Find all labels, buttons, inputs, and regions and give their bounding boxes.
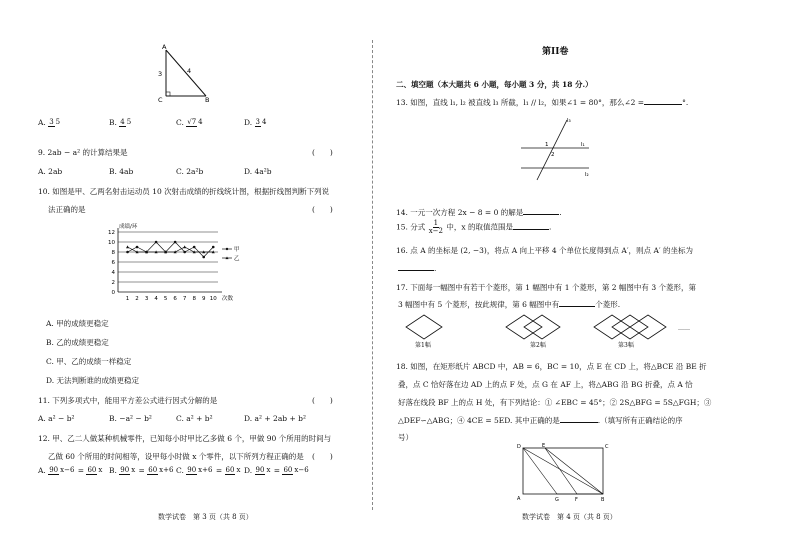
q18-stem-line1: 18. 如图，在矩形纸片 ABCD 中，AB = 6，BC = 10，点 E 在 CD 上，将△BCE 沿 BE 折 (396, 362, 707, 371)
label-l3: l₃ (567, 118, 571, 124)
q10-answer-paren[interactable]: ( ) (312, 205, 333, 214)
q12-options (38, 466, 314, 475)
q16-answer-blank[interactable] (398, 270, 434, 271)
y-tick-label: 12 (108, 230, 115, 236)
q12-option-b[interactable]: B. 90 x = 60 x+6 (109, 466, 174, 475)
q11-options (38, 414, 334, 423)
figure-ellipsis: …… (678, 325, 690, 332)
series-1-point (202, 256, 205, 259)
x-tick-label: 4 (154, 296, 158, 302)
x-tick-label: 9 (201, 296, 206, 302)
label-a: A (517, 496, 521, 502)
option-fraction: 3 5 (49, 118, 61, 126)
left-page-footer: 数学试卷 第 3 页（共 8 页） (158, 513, 253, 521)
vertex-label-c: C (158, 96, 163, 104)
q10-option-a[interactable]: A. 甲的成绩更稳定 (46, 319, 109, 328)
legend-marker-1 (226, 248, 228, 250)
q17-caption-1: 第1幅 (415, 342, 431, 349)
option-letter: C. (176, 118, 184, 127)
q12-stem-line1: 12. 甲、乙二人做某种机械零件，已知每小时甲比乙多做 6 个，甲做 90 个所用的时间与 (38, 434, 332, 443)
q18-stem-line2: 叠，点 C 恰好落在边 AD 上的点 F 处，点 G 在 AF 上，将△ABG 沿 BG 折叠，点 A 恰 (398, 380, 693, 389)
option-letter: A. (38, 118, 46, 127)
q13-stem: 13. 如图，直线 l₁, l₂ 被直线 l₃ 所截，l₁ // l₂，如果∠1 = 80°，那么∠2 = °. (396, 98, 689, 107)
y-axis-label: 成绩/环 (119, 224, 138, 230)
x-tick-label: 1 (125, 296, 130, 302)
label-d: D (517, 444, 521, 450)
q8-options (38, 118, 304, 127)
series-1-point (212, 246, 215, 249)
section-title: 第II卷 (542, 47, 569, 57)
q12-option-d[interactable]: D. 90 x = 60 x−6 (244, 466, 309, 475)
q17-caption-3: 第3幅 (618, 342, 634, 349)
y-tick-label: 6 (111, 260, 115, 266)
q11-option-b[interactable]: B. −a² − b² (109, 414, 152, 423)
option-letter: D. (244, 118, 253, 127)
q18-stem-line3: 好落在线段 BF 上的点 H 处，有下列结论：① ∠EBC = 45°；② 2S△BFG = 5S△FGH；③ (398, 398, 712, 407)
column-divider (372, 40, 373, 510)
q15-stem: 15. 分式 $\frac{1}{x-2}$ 中，x 的取值范围是 . (396, 219, 552, 235)
q9-option-a[interactable]: A. 2ab (38, 167, 63, 176)
series-2-point (126, 245, 129, 248)
q9-option-d[interactable]: D. 4a²b (244, 167, 272, 176)
segment-be (545, 448, 603, 494)
label-l2: l₂ (585, 172, 589, 178)
q11-stem: 11. 下列多项式中，能用平方差公式进行因式分解的是 (38, 396, 218, 405)
x-tick-label: 2 (135, 296, 139, 302)
q17-answer-blank[interactable] (559, 306, 595, 307)
label-c: C (605, 444, 609, 450)
q9-answer-paren[interactable]: ( ) (312, 148, 333, 157)
option-letter: B. (109, 118, 117, 127)
series-line-1 (128, 242, 214, 257)
series-1-point (174, 241, 177, 244)
label-f: F (575, 497, 578, 503)
q10-option-c[interactable]: C. 甲、乙的成绩一样稳定 (46, 357, 132, 366)
segment-ef (545, 448, 577, 494)
q15-answer-blank[interactable] (513, 229, 549, 230)
option-fraction: √7 4 (187, 118, 203, 126)
x-tick-label: 8 (192, 296, 196, 302)
series-2-point (183, 245, 186, 248)
q18-answer-blank[interactable] (560, 422, 598, 423)
q16-answer-line: . (398, 264, 436, 273)
series-1-point (136, 246, 139, 249)
right-page-footer: 数学试卷 第 4 页（共 8 页） (522, 513, 617, 521)
x-tick-label: 5 (163, 296, 168, 302)
q11-option-c[interactable]: C. a² + b² (176, 414, 213, 423)
q17-stem-line1: 17. 下面每一幅图中有若干个菱形，第 1 幅图中有 1 个菱形，第 2 幅图中有 3 个菱形，第 (396, 283, 696, 292)
q8-option-c[interactable] (176, 118, 244, 127)
q9-stem: 9. 2ab − a² 的计算结果是 (38, 148, 128, 157)
x-axis-label: 次数 (222, 296, 234, 302)
q10-line-chart (100, 222, 260, 307)
q12-option-a[interactable]: A. 90 x−6 = 60 x (38, 466, 103, 475)
y-tick-label: 4 (111, 270, 115, 276)
q10-stem-line1: 10. 如图是甲、乙两名射击运动员 10 次射击成绩的折线统计图，根据折线图判断下列说 (38, 187, 330, 196)
y-tick-label: 0 (111, 290, 115, 296)
q11-answer-paren[interactable]: ( ) (312, 396, 333, 405)
q11-option-d[interactable]: D. a² + 2ab + b² (244, 414, 306, 423)
q12-option-c[interactable]: C. 90 x+6 = 60 x (176, 466, 241, 475)
series-1-point (193, 246, 196, 249)
side-label-ab: 4 (187, 67, 192, 75)
angle-label-2: 2 (551, 152, 555, 158)
q18-stem-line5: 号） (398, 433, 413, 442)
q17-stem-line2: 3 幅图中有 5 个菱形，按此规律，第 6 幅图中有 个菱形. (398, 300, 621, 309)
label-b: B (601, 497, 605, 503)
triangle-side-ab (166, 50, 206, 96)
y-tick-label: 8 (111, 250, 115, 256)
rhombus-fig1 (406, 315, 442, 339)
x-tick-label: 6 (173, 296, 177, 302)
q9-option-b[interactable]: B. 4ab (109, 167, 134, 176)
vertex-label-a: A (162, 43, 167, 51)
option-fraction: 4 5 (120, 118, 132, 126)
segment-eg (523, 448, 557, 494)
q16-stem: 16. 点 A 的坐标是 (2, −3)，将点 A 向上平移 4 个单位长度得到点 A′，则点 A′ 的坐标为 (396, 246, 693, 255)
q18-stem-line4: △DEF∽△ABG；④ 4CE = 5ED. 其中正确的是 .（填写所有正确结论的序 (398, 416, 683, 425)
line-l3 (537, 120, 567, 180)
segment-diag (523, 448, 603, 494)
label-e: E (542, 443, 546, 449)
q8-triangle-figure (150, 42, 220, 104)
q8-option-a[interactable] (38, 118, 109, 127)
q9-option-c[interactable]: C. 2a²b (176, 167, 204, 176)
x-tick-label: 3 (144, 296, 149, 302)
q8-option-b[interactable] (109, 118, 176, 127)
q10-stem-line2: 法正确的是 (48, 205, 86, 214)
series-1-point (126, 251, 129, 254)
q8-option-d[interactable] (244, 118, 304, 127)
q11-option-a[interactable]: A. a² − b² (38, 414, 75, 423)
series-1-point (183, 251, 186, 254)
side-label-ac: 3 (158, 70, 163, 78)
series-1-point (155, 241, 158, 244)
vertex-label-b: B (205, 96, 210, 104)
y-tick-label: 2 (111, 280, 115, 286)
q13-parallel-lines-figure (515, 114, 595, 182)
label-g: G (555, 497, 559, 503)
legend-label-2: 乙 (234, 256, 240, 262)
q9-options (38, 167, 304, 176)
right-angle-mark (166, 92, 170, 96)
part-header: 二、填空题（本大题共 6 小题，每小题 3 分，共 18 分.） (396, 80, 593, 89)
q14-stem: 14. 一元一次方程 2x − 8 = 0 的解是 . (396, 208, 562, 217)
q12-answer-paren[interactable]: ( ) (312, 452, 333, 461)
x-tick-label: 10 (209, 296, 217, 302)
q17-caption-2: 第2幅 (530, 342, 546, 349)
q18-rectangle-figure (515, 443, 613, 503)
q14-answer-blank[interactable] (523, 214, 559, 215)
series-line-2 (128, 247, 214, 252)
legend-label-1: 甲 (234, 247, 240, 253)
q17-rhombus-figures (398, 309, 718, 349)
y-tick-label: 10 (108, 240, 115, 246)
q13-answer-blank[interactable] (644, 104, 682, 105)
q10-option-d[interactable]: D. 无法判断谁的成绩更稳定 (46, 376, 140, 385)
label-l1: l₁ (581, 142, 585, 148)
q10-option-b[interactable]: B. 乙的成绩更稳定 (46, 338, 109, 347)
angle-label-1: 1 (545, 142, 549, 148)
option-fraction: 3 4 (255, 118, 267, 126)
q12-stem-line2: 乙做 60 个所用的时间相等，设甲每小时做 x 个零件，以下所列方程正确的是 (48, 452, 304, 461)
x-tick-label: 7 (182, 296, 187, 302)
